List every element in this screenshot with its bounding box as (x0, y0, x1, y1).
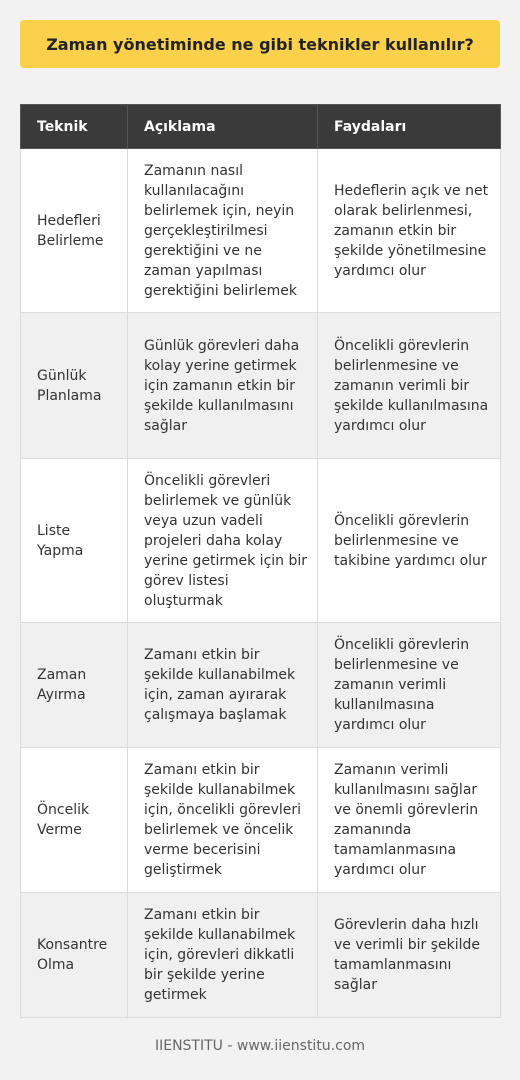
technique-cell: Hedefleri Belirleme (21, 149, 128, 313)
description-cell: Zamanın nasıl kullanılacağını belirlemek için, neyin gerçekleştirilmesi gerektiğini ve ne zaman yapılması gerektiğini belirlemek (128, 149, 318, 313)
header-benefits: Faydaları (318, 105, 501, 149)
technique-cell: Zaman Ayırma (21, 623, 128, 748)
benefits-cell: Zamanın verimli kullanılmasını sağlar ve önemli görevlerin zamanında tamamlanmasına yardımcı olur (318, 748, 501, 893)
techniques-table (20, 104, 501, 1018)
description-cell: Zamanı etkin bir şekilde kullanabilmek için, görevleri dikkatli bir şekilde yerine getirmek (128, 893, 318, 1018)
technique-cell: Konsantre Olma (21, 893, 128, 1018)
technique-cell: Liste Yapma (21, 459, 128, 623)
description-cell: Öncelikli görevleri belirlemek ve günlük veya uzun vadeli projeleri daha kolay yerine getirmek için bir görev listesi oluşturmak (128, 459, 318, 623)
table-row (21, 313, 501, 459)
description-cell: Zamanı etkin bir şekilde kullanabilmek için, öncelikli görevleri belirlemek ve öncelik verme becerisini geliştirmek (128, 748, 318, 893)
description-cell: Günlük görevleri daha kolay yerine getirmek için zamanın etkin bir şekilde kullanılmasını sağlar (128, 313, 318, 459)
technique-cell: Günlük Planlama (21, 313, 128, 459)
table-row (21, 149, 501, 313)
page-title: Zaman yönetiminde ne gibi teknikler kullanılır? (20, 20, 500, 68)
table-header-row (21, 105, 501, 149)
table-row (21, 623, 501, 748)
benefits-cell: Hedeflerin açık ve net olarak belirlenmesi, zamanın etkin bir şekilde yönetilmesine yardımcı olur (318, 149, 501, 313)
table-row (21, 893, 501, 1018)
header-technique: Teknik (21, 105, 128, 149)
description-cell: Zamanı etkin bir şekilde kullanabilmek için, zaman ayırarak çalışmaya başlamak (128, 623, 318, 748)
benefits-cell: Öncelikli görevlerin belirlenmesine ve zamanın verimli kullanılmasına yardımcı olur (318, 623, 501, 748)
table-row (21, 459, 501, 623)
table-row (21, 748, 501, 893)
technique-cell: Öncelik Verme (21, 748, 128, 893)
benefits-cell: Görevlerin daha hızlı ve verimli bir şekilde tamamlanmasını sağlar (318, 893, 501, 1018)
benefits-cell: Öncelikli görevlerin belirlenmesine ve zamanın verimli bir şekilde kullanılmasına yardımcı olur (318, 313, 501, 459)
benefits-cell: Öncelikli görevlerin belirlenmesine ve takibine yardımcı olur (318, 459, 501, 623)
footer-credit: IIENSTITU - www.iienstitu.com (154, 1038, 366, 1054)
header-description: Açıklama (128, 105, 318, 149)
